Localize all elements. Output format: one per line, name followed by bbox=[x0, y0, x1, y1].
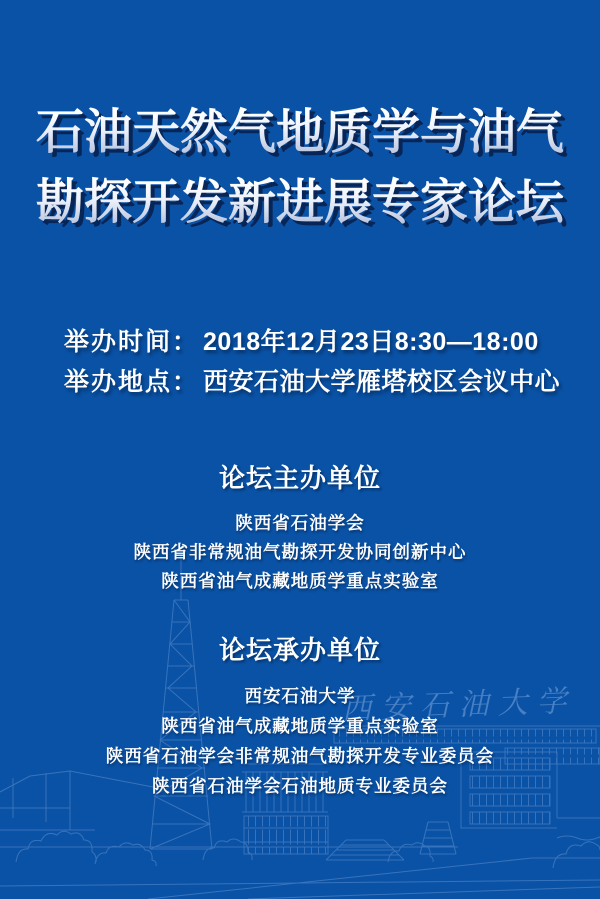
list-item: 陕西省油气成藏地质学重点实验室 bbox=[161, 571, 439, 591]
list-item: 陕西省油气成藏地质学重点实验室 bbox=[161, 716, 439, 736]
organizer-section bbox=[0, 630, 600, 801]
list-item: 陕西省非常规油气勘探开发协同创新中心 bbox=[133, 542, 467, 562]
organizer-list bbox=[0, 681, 600, 801]
event-info bbox=[64, 322, 560, 402]
event-time-label: 举办时间： bbox=[64, 328, 200, 356]
event-time-value: 2018年12月23日8:30—18:00 bbox=[203, 328, 539, 356]
list-item: 陕西省石油学会非常规油气勘探开发专业委员会 bbox=[105, 746, 495, 766]
title-line-1: 石油天然气地质学与油气 bbox=[0, 98, 600, 168]
list-item: 西安石油大学 bbox=[244, 686, 356, 706]
list-item: 陕西省石油学会 bbox=[235, 513, 365, 533]
event-location-row bbox=[64, 362, 560, 402]
host-list bbox=[0, 509, 600, 596]
event-time-row bbox=[64, 322, 560, 362]
poster-title bbox=[0, 98, 600, 238]
event-location-value: 西安石油大学雁塔校区会议中心 bbox=[203, 368, 561, 396]
organizer-section-heading: 论坛承办单位 bbox=[218, 635, 381, 665]
title-line-2: 勘探开发新进展专家论坛 bbox=[0, 168, 600, 238]
list-item: 陕西省石油学会石油地质专业委员会 bbox=[152, 776, 448, 796]
host-section-heading: 论坛主办单位 bbox=[218, 463, 381, 493]
event-location-label: 举办地点： bbox=[64, 368, 200, 396]
host-section bbox=[0, 458, 600, 596]
watermark-script-text: 西安石油大学 bbox=[341, 683, 577, 727]
